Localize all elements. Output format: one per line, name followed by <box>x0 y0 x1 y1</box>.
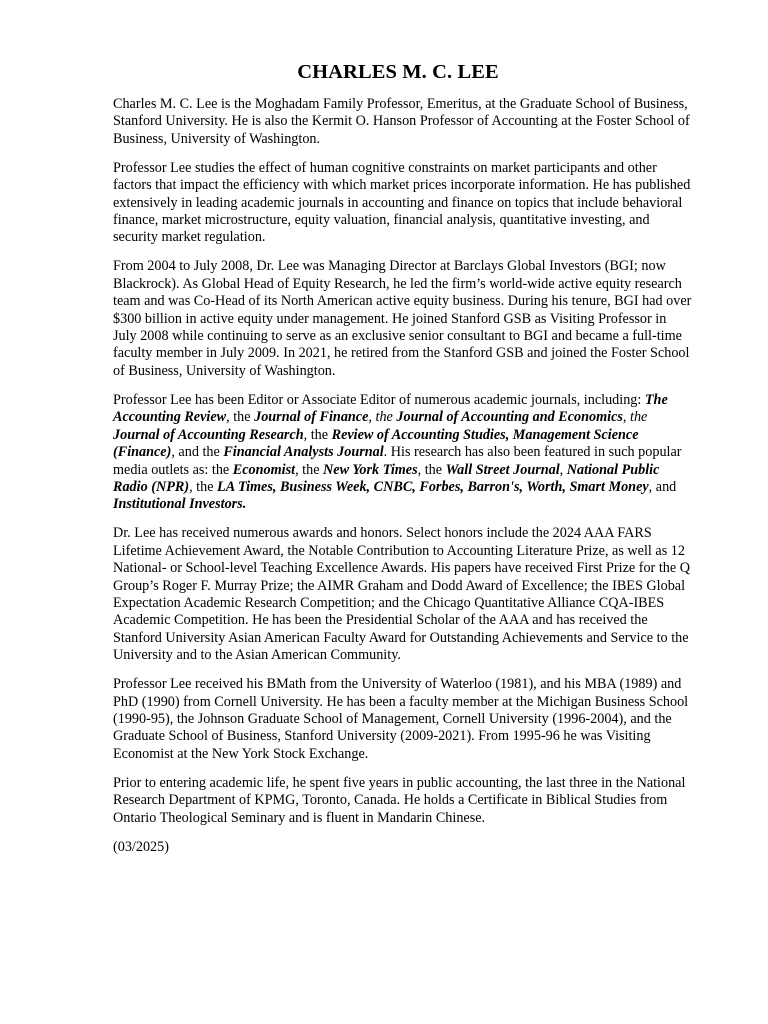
publication-name: New York Times <box>323 461 418 478</box>
publication-name: Financial Analysts Journal <box>223 444 384 461</box>
publication-name: Journal of Accounting Research <box>113 426 304 443</box>
paragraph-text-run: , and <box>648 478 677 495</box>
bio-paragraph-early-career: Prior to entering academic life, he spent five years in public accounting, the last three in the National Research Department of KPMG, Toronto, Canada. He holds a Certificate in Biblical Studies from Ontario Theological Seminary and is fluent in Mandarin Chinese. <box>113 774 686 826</box>
publication-name: Economist <box>232 461 296 478</box>
paragraph-text-run: , the <box>417 461 446 478</box>
paragraph-text-run: , <box>622 409 630 426</box>
publication-name: National Public Radio (NPR) <box>113 461 660 495</box>
paragraph-text-run: , <box>559 461 567 478</box>
publication-name: LA Times, Business Week, CNBC, Forbes, Barron's, Worth, Smart Money <box>217 478 649 495</box>
bio-paragraph-awards: Dr. Lee has received numerous awards and honors. Select honors include the 2024 AAA FARS Lifetime Achievement Award, the Notable Contribution to Accounting Literature Prize, as well as 12 National- or School-level Teaching Excellence Awards. His papers have received First Prize for the Q Group’s Roger F. Murray Prize; the AIMR Graham and Dodd Award of Excellence; the IBES Global Expectation Academic Research Competition; and the Chicago Quantitative Alliance CQA-IBES Academic Competition. He has been the Presidential Scholar of the AAA and has received the Stanford University Asian American Faculty Award for Outstanding Achievements and Service to the University and to the Asian American Community. <box>113 525 690 664</box>
paragraph-text-run: , the <box>303 426 332 443</box>
bio-paragraph-research: Professor Lee studies the effect of human cognitive constraints on market participants and other factors that impact the efficiency with which market prices incorporate information. He has published extensively in leading academic journals in accounting and finance on topics that include behavioral finance, market microstructure, equity valuation, financial analysis, quantitative investing, and security market regulation. <box>113 159 691 246</box>
paragraph-text-run: , the <box>226 409 255 426</box>
publication-name: Review of Accounting Studies, Management Science (Finance) <box>113 426 639 461</box>
publication-name: Institutional Investors. <box>113 496 247 513</box>
publication-name: Wall Street Journal <box>445 461 560 478</box>
publication-name: the <box>375 409 397 426</box>
publication-name: Journal of Accounting and Economics <box>396 409 623 426</box>
publication-name: the <box>630 409 648 426</box>
bio-paragraph-education: Professor Lee received his BMath from the University of Waterloo (1981), and his MBA (1989) and PhD (1990) from Cornell University. He has been a faculty member at the Michigan Business School (1990-95), the Johnson Graduate School of Management, Cornell University (1996-2004), and the Graduate School of Business, Stanford University (2009-2021). From 1995-96 he was Visiting Economist at the New York Stock Exchange. <box>113 676 689 762</box>
bio-body <box>113 96 693 868</box>
paragraph-text-run: , and the <box>171 444 224 461</box>
bio-paragraph-journals <box>113 392 693 514</box>
page-title: CHARLES M. C. LEE <box>297 61 499 83</box>
publication-name: The Accounting Review <box>113 391 668 426</box>
revision-date: (03/2025) <box>113 838 169 855</box>
paragraph-text-run: . His research has also been featured in such popular media outlets as: the <box>113 444 682 478</box>
paragraph-text-run: Professor Lee has been Editor or Associate Editor of numerous academic journals, including: <box>113 391 645 408</box>
bio-paragraph-industry: From 2004 to July 2008, Dr. Lee was Managing Director at Barclays Global Investors (BGI; now Blackrock). As Global Head of Equity Research, he led the firm’s world-wide active equity research team and was Co-Head of its North American active equity business. During his tenure, BGI had over $300 billion in active equity under management. He joined Stanford GSB as Visiting Professor in July 2008 while continuing to serve as an exclusive senior consultant to BGI and became a full-time faculty member in July 2009. In 2021, he retired from the Stanford GSB and joined the Foster School of Business, University of Washington. <box>113 258 692 379</box>
paragraph-text-run: , the <box>295 461 324 478</box>
bio-paragraph-position: Charles M. C. Lee is the Moghadam Family Professor, Emeritus, at the Graduate School of Business, Stanford University. He is also the Kermit O. Hanson Professor of Accounting at the Foster School of Business, University of Washington. <box>113 96 690 147</box>
paragraph-text-run: , <box>368 409 376 426</box>
publication-name: Journal of Finance <box>254 409 369 426</box>
paragraph-text-run: , the <box>189 478 218 495</box>
